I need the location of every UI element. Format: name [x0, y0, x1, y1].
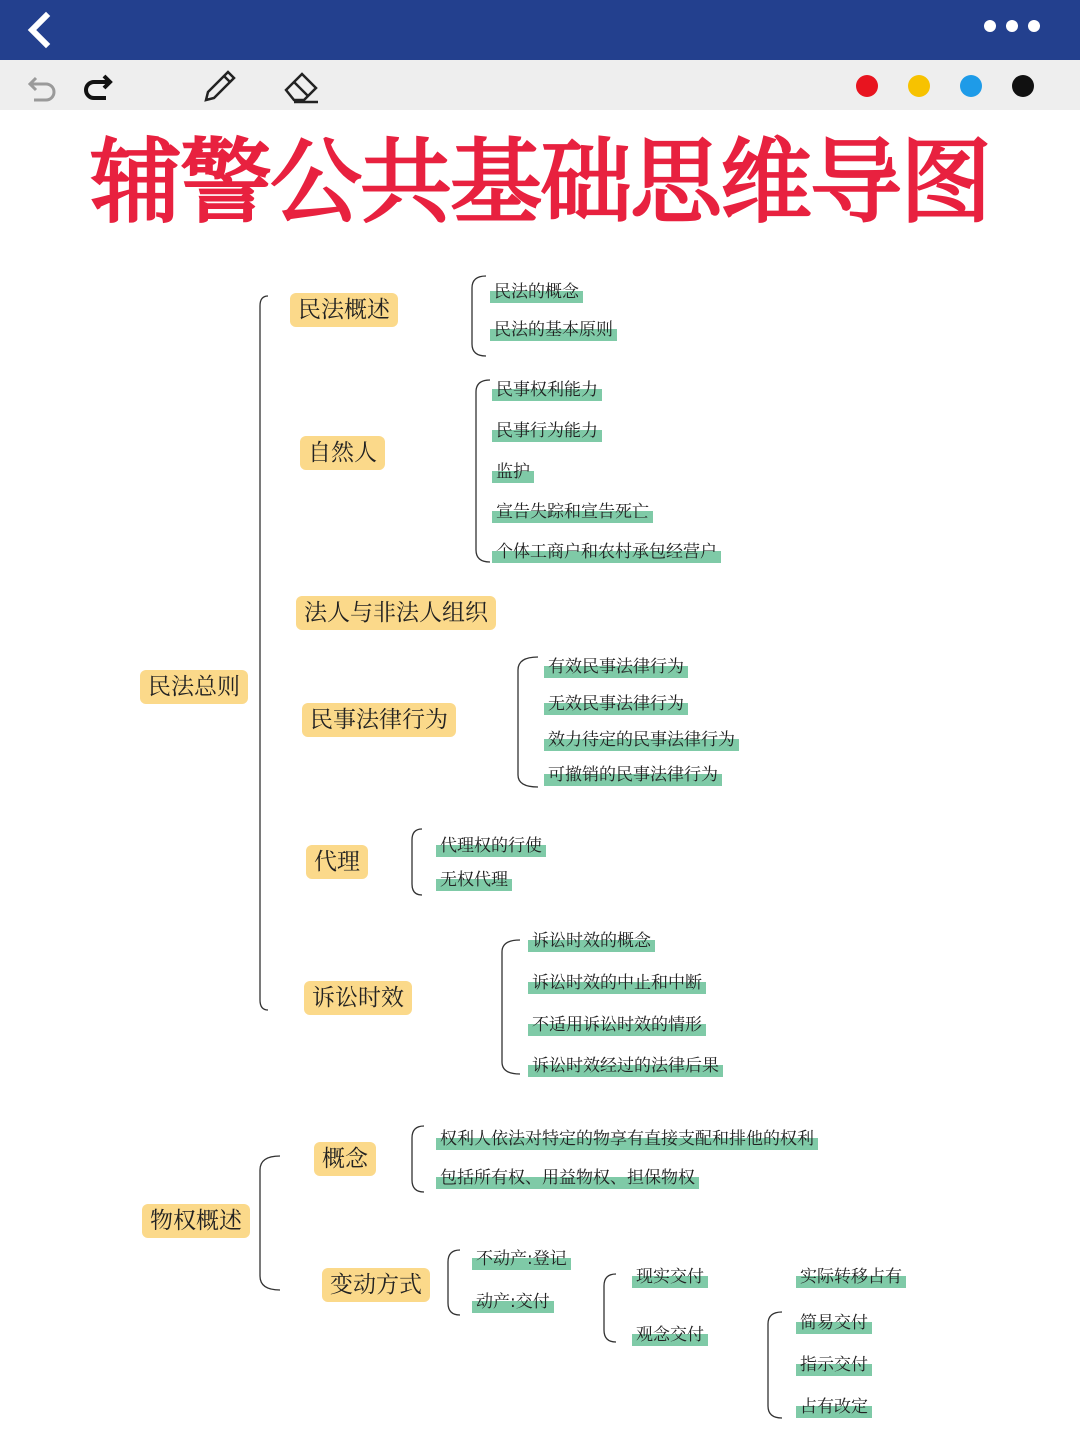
- bracket-natural-person: [476, 380, 490, 562]
- bracket-change: [448, 1250, 460, 1315]
- leaf-item: 无效民事法律行为: [544, 693, 688, 715]
- node-concept: 概念: [314, 1142, 376, 1176]
- bracket-civil-act: [518, 657, 538, 787]
- bracket-movable-delivery: [604, 1274, 616, 1342]
- node-property-overview: 物权概述: [142, 1204, 250, 1238]
- leaf-item: 效力待定的民事法律行为: [544, 729, 739, 751]
- leaf-item: 诉讼时效的中止和中断: [528, 972, 706, 994]
- leaf-item: 占有改定: [796, 1396, 872, 1418]
- leaf-item: 诉讼时效的概念: [528, 930, 655, 952]
- leaf-item: 个体工商户和农村承包经营户: [492, 541, 721, 563]
- leaf-notional-delivery: 观念交付: [632, 1324, 708, 1346]
- node-legal-person: 法人与非法人组织: [296, 596, 496, 630]
- leaf-item: 民法的概念: [490, 281, 583, 303]
- leaf-item: 无权代理: [436, 869, 512, 891]
- bracket-overview: [472, 276, 486, 356]
- leaf-item: 监护: [492, 461, 534, 483]
- node-change-method: 变动方式: [322, 1268, 430, 1302]
- node-limitation: 诉讼时效: [304, 981, 412, 1015]
- node-natural-person: 自然人: [300, 436, 385, 470]
- leaf-item: 诉讼时效经过的法律后果: [528, 1055, 723, 1077]
- leaf-item: 简易交付: [796, 1312, 872, 1334]
- bracket-agency: [412, 829, 422, 895]
- bracket-limitation: [502, 940, 520, 1074]
- node-civil-overview: 民法概述: [290, 293, 398, 327]
- bracket-property: [260, 1156, 280, 1290]
- page-title: 辅警公共基础思维导图: [89, 129, 990, 236]
- node-agency: 代理: [306, 845, 368, 879]
- leaf-item: 有效民事法律行为: [544, 656, 688, 678]
- leaf-actual-transfer: 实际转移占有: [796, 1266, 906, 1288]
- leaf-movable: 动产:交付: [472, 1291, 554, 1313]
- bracket-notional-delivery: [768, 1312, 782, 1418]
- leaf-item: 可撤销的民事法律行为: [544, 764, 722, 786]
- leaf-item: 代理权的行使: [436, 835, 546, 857]
- leaf-item: 民法的基本原则: [490, 319, 617, 341]
- leaf-item: 不适用诉讼时效的情形: [528, 1014, 706, 1036]
- node-civil-general: 民法总则: [140, 670, 248, 704]
- leaf-item: 民事权利能力: [492, 379, 602, 401]
- bracket-concept: [412, 1126, 424, 1192]
- leaf-item: 宣告失踪和宣告死亡: [492, 501, 653, 523]
- bracket-civil-general: [260, 296, 268, 1010]
- leaf-item: 权利人依法对特定的物享有直接支配和排他的权利: [436, 1128, 818, 1150]
- leaf-actual-delivery: 现实交付: [632, 1266, 708, 1288]
- leaf-immovable: 不动产:登记: [472, 1248, 571, 1270]
- leaf-item: 民事行为能力: [492, 420, 602, 442]
- leaf-item: 指示交付: [796, 1354, 872, 1376]
- node-civil-act: 民事法律行为: [302, 703, 456, 737]
- leaf-item: 包括所有权、用益物权、担保物权: [436, 1167, 699, 1189]
